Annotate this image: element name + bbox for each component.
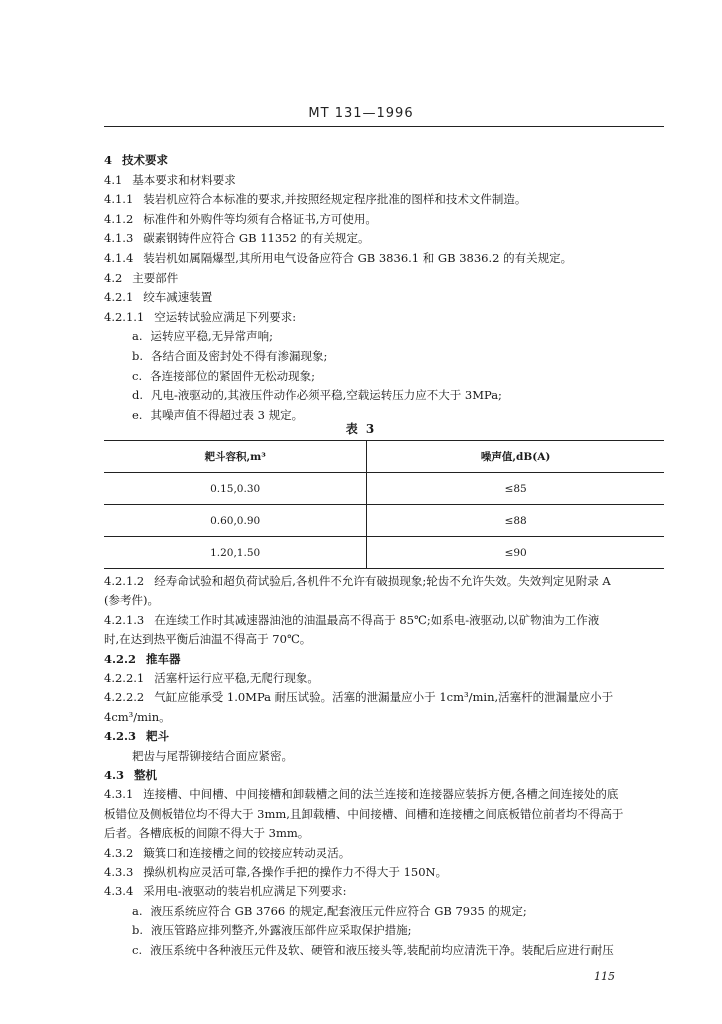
text-line [104, 230, 369, 246]
clause-text: 凡电-液驱动的,其液压件动作必须平稳,空载运转压力应不大于 3MPa; [151, 388, 502, 403]
text-line [104, 670, 319, 686]
table-header-row [104, 441, 664, 473]
clause-number: 4.2.2 [104, 651, 137, 666]
table-cell-noise: ≤85 [367, 473, 664, 505]
text-line [104, 592, 159, 608]
clause-text: 活塞杆运行应平稳,无爬行现象。 [154, 671, 319, 685]
clause-text: 运转应平稳,无异常声响; [150, 329, 274, 344]
text-line [132, 387, 502, 403]
clause-number: 4.2.2.1 [104, 671, 145, 685]
clause-number: 4.1.1 [104, 192, 134, 207]
text-line [104, 573, 611, 589]
text-line [132, 748, 293, 764]
table-row [104, 505, 664, 537]
clause-number: c. [132, 942, 143, 957]
clause-number: a. [132, 903, 143, 918]
text-line [104, 250, 572, 266]
text-line [104, 689, 613, 705]
clause-text: 采用电-液驱动的装岩机应满足下列要求: [143, 884, 347, 899]
clause-text: 4cm³/min。 [104, 709, 171, 724]
clause-text: 绞车减速装置 [143, 290, 213, 305]
text-line [132, 368, 315, 384]
clause-number: 4.1 [104, 172, 123, 187]
text-line [104, 191, 526, 207]
clause-number: 4.3 [104, 768, 125, 782]
clause-text: 各结合面及密封处不得有渗漏现象; [151, 349, 328, 363]
text-line [104, 631, 311, 647]
clause-text: 气缸应能承受 1.0MPa 耐压试验。活塞的泄漏量应小于 1cm³/min,活塞杆的泄漏量应小于 [154, 690, 614, 705]
table-cell-noise: ≤90 [367, 537, 664, 569]
column-header-noise-value: 噪声值,dB(A) [367, 441, 664, 473]
text-line [132, 348, 327, 364]
column-header-bucket-volume: 耙斗容积,m³ [104, 441, 367, 473]
clause-text: 基本要求和材料要求 [132, 172, 236, 187]
text-line [104, 612, 599, 628]
clause-text: 在连续工作时其减速器油池的油温最高不得高于 85℃;如系电-液驱动,以矿物油为工作液 [154, 612, 600, 627]
text-line [132, 922, 412, 938]
page-number: 115 [594, 970, 615, 983]
clause-text: 空运转试验应满足下列要求: [154, 309, 297, 324]
clause-text: 时,在达到热平衡后油温不得高于 70℃。 [104, 632, 312, 647]
clause-number: b. [132, 349, 144, 363]
text-line [104, 309, 296, 325]
clause-number: 4.2.1 [104, 290, 134, 305]
clause-number: e. [132, 407, 143, 422]
table-cell-volume: 1.20,1.50 [104, 537, 367, 569]
table-3-caption: 表 3 [345, 422, 377, 436]
text-line [104, 845, 350, 861]
text-line [132, 942, 614, 958]
clause-text: 簸箕口和连接槽之间的铰接应转动灵活。 [143, 845, 351, 860]
clause-text: 液压系统应符合 GB 3766 的规定,配套液压元件应符合 GB 7935 的规定; [150, 903, 527, 918]
clause-text: 液压系统中各种液压元件及软、硬管和液压接头等,装配前均应清洗干净。装配后应进行耐压 [150, 942, 614, 957]
clause-number: 4.1.2 [104, 211, 134, 226]
clause-number: 4.1.3 [104, 231, 134, 246]
clause-text: 主要部件 [132, 270, 179, 285]
text-line [104, 651, 181, 667]
clause-number: 4.2.1.2 [104, 574, 145, 588]
table-3 [104, 440, 664, 569]
clause-number: 4.3.3 [104, 865, 134, 879]
clause-number: a. [132, 329, 143, 344]
text-line [132, 903, 527, 919]
text-line [132, 328, 273, 344]
clause-text: 连接槽、中间槽、中间接槽和卸载槽之间的法兰连接和连接器应装拆方便,各槽之间连接处的底 [143, 787, 619, 802]
clause-number: 4 [104, 153, 113, 167]
clause-number: 4.2.2.2 [104, 690, 145, 705]
text-line [104, 864, 447, 880]
text-line [104, 152, 168, 168]
header-rule [104, 126, 664, 127]
clause-number: 4.2.3 [104, 729, 137, 744]
table-row [104, 537, 664, 569]
text-line [104, 289, 212, 305]
text-line [104, 709, 171, 725]
clause-number: 4.1.4 [104, 251, 134, 265]
clause-number: b. [132, 923, 144, 938]
text-line [104, 728, 169, 744]
clause-text: 液压管路应排列整齐,外露液压部件应采取保护措施; [151, 923, 412, 938]
clause-number: 4.2.1.3 [104, 612, 145, 627]
table-cell-volume: 0.15,0.30 [104, 473, 367, 505]
clause-number: 4.2 [104, 270, 123, 285]
clause-number: 4.2.1.1 [104, 309, 145, 324]
clause-number: 4.3.1 [104, 787, 134, 802]
clause-text: 装岩机如属隔爆型,其所用电气设备应符合 GB 3836.1 和 GB 3836.2 的有关规定。 [143, 251, 573, 265]
standard-code-header: MT 131—1996 [308, 106, 414, 121]
clause-text: 耙斗 [146, 729, 170, 744]
clause-text: 耙齿与尾帮铆接结合面应紧密。 [132, 748, 293, 763]
clause-text: 操纵机构应灵活可靠,各操作手把的操作力不得大于 150N。 [143, 865, 448, 879]
text-line [104, 270, 178, 286]
table-cell-noise: ≤88 [367, 505, 664, 537]
clause-text: 装岩机应符合本标准的要求,并按照经规定程序批准的图样和技术文件制造。 [143, 192, 527, 207]
clause-number: d. [132, 388, 144, 403]
clause-number: 4.3.4 [104, 884, 134, 899]
clause-text: 后者。各槽底板的间隙不得大于 3mm。 [104, 826, 310, 841]
text-line [104, 767, 157, 783]
text-line [104, 883, 347, 899]
clause-text: 推车器 [146, 651, 181, 666]
text-line [104, 786, 618, 802]
table-cell-volume: 0.60,0.90 [104, 505, 367, 537]
clause-text: 其噪声值不得超过表 3 规定。 [150, 407, 304, 422]
text-line [104, 825, 309, 841]
clause-text: 板错位及侧板错位均不得大于 3mm,且卸载槽、中间接槽、间槽和连接槽之间底板错位前者均不得高于 [104, 806, 624, 821]
clause-text: 碳素钢铸件应符合 GB 11352 的有关规定。 [143, 231, 370, 246]
text-line [104, 172, 236, 188]
clause-text: 各连接部位的紧固件无松动现象; [150, 368, 315, 383]
text-line [104, 211, 377, 227]
text-line [104, 806, 623, 822]
clause-text: 经寿命试验和超负荷试验后,各机件不允许有破损现象;轮齿不允许失效。失效判定见附录 A [154, 574, 611, 588]
clause-text: (参考件)。 [104, 593, 159, 608]
clause-text: 技术要求 [122, 153, 169, 167]
clause-number: c. [132, 368, 143, 383]
table-row [104, 473, 664, 505]
clause-text: 标准件和外购件等均须有合格证书,方可使用。 [143, 211, 377, 226]
clause-text: 整机 [134, 768, 158, 782]
clause-number: 4.3.2 [104, 845, 134, 860]
